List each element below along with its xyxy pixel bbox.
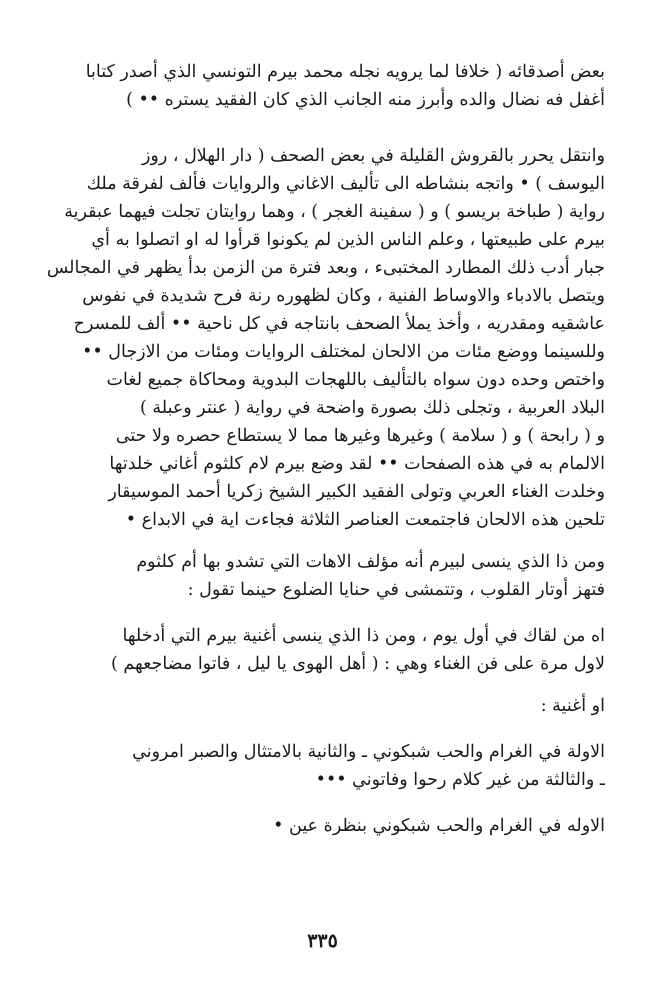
text-line: لاول مرة على فن الغناء وهي : ( أهل الهوى يا ليل ، فاتوا مضاجعهم ) (111, 654, 605, 674)
text-line: اليوسف ) • واتجه بنشاطه الى تأليف الاغاني والروايات فألف لفرقة ملك (86, 174, 605, 194)
text-line: وانتقل يحرر بالقروش القليلة في بعض الصحف ( دار الهلال ، روز (141, 146, 605, 166)
text-line: بيرم على طبيعتها ، وعلم الناس الذين لم يكونوا قرأوا له او اتصلوا به أي (91, 230, 605, 250)
paragraph-6 (40, 738, 605, 794)
text-line: أغفل فه نضال والده وأبرز منه الجانب الذي كان الفقيد يستره •• ) (126, 90, 605, 110)
text-line: وخلدت الغناء العربي وتولى الفقيد الكبير الشيخ زكريا أحمد الموسيقار (108, 482, 605, 502)
paragraph-2 (40, 142, 605, 534)
text-line: ـ والثالثة من غير كلام رحوا وفاتوني ••• (315, 770, 605, 790)
paragraph-7 (40, 812, 605, 840)
paragraph-5 (40, 692, 605, 720)
text-line: بعض أصدقائه ( خلافا لما يرويه نجله محمد بيرم التونسي الذي أصدر كتابا (85, 62, 605, 82)
paragraph-3 (40, 548, 605, 604)
text-line: او أغنية : (540, 696, 605, 716)
text-line: فتهز أوتار القلوب ، وتتمشى في حنايا الضلوع حينما تقول : (187, 580, 605, 600)
text-line: واختص وحده دون سواه بالتأليف باللهجات البدوية ومحاكاة جميع لغات (106, 370, 605, 390)
text-line: جبار أدب ذلك المطارد المختبىء ، وبعد فترة من الزمن بدأ يظهر في المجالس (46, 258, 605, 278)
paragraph-4 (40, 622, 605, 678)
text-line: ومن ذا الذي ينسى لبيرم أنه مؤلف الاهات التي تشدو بها أم كلثوم (136, 552, 605, 572)
text-line: عاشقيه ومقدريه ، وأخذ يملأ الصحف بانتاجه في كل ناحية •• ألف للمسرح (73, 314, 605, 334)
text-line: البلاد العربية ، وتجلى ذلك بصورة واضحة في رواية ( عنتر وعبلة ) (140, 398, 605, 418)
text-line: الاوله في الغرام والحب شبكوني بنظرة عين • (273, 816, 605, 836)
text-line: تلحين هذه الالحان فاجتمعت العناصر الثلاثة فجاءت اية في الابداع • (125, 510, 605, 530)
text-line: الاولة في الغرام والحب شبكوني ـ والثانية بالامتثال والصبر امروني (132, 742, 605, 762)
text-line: رواية ( طباخة بريسو ) و ( سفينة الغجر ) ، وهما روايتان تجلت فيهما عبقرية (64, 202, 605, 222)
text-line: الالمام به في هذه الصفحات •• لقد وضع بيرم لام كلثوم أغاني خلدتها (109, 454, 605, 474)
text-line: ويتصل بالادباء والاوساط الفنية ، وكان لظهوره رنة فرح شديدة في نفوس (82, 286, 605, 306)
page-number: ٣٣٥ (307, 930, 338, 952)
text-line: اه من لقاك في أول يوم ، ومن ذا الذي ينسى أغنية بيرم التي أدخلها (122, 626, 605, 646)
paragraph-1 (40, 58, 605, 114)
text-line: و ( رابحة ) و ( سلامة ) وغيرها وغيرها مما لا يستطاع حصره ولا حتى (115, 426, 605, 446)
text-line: وللسينما ووضع مئات من الالحان لمختلف الروايات ومئات من الازجال •• (82, 342, 605, 362)
